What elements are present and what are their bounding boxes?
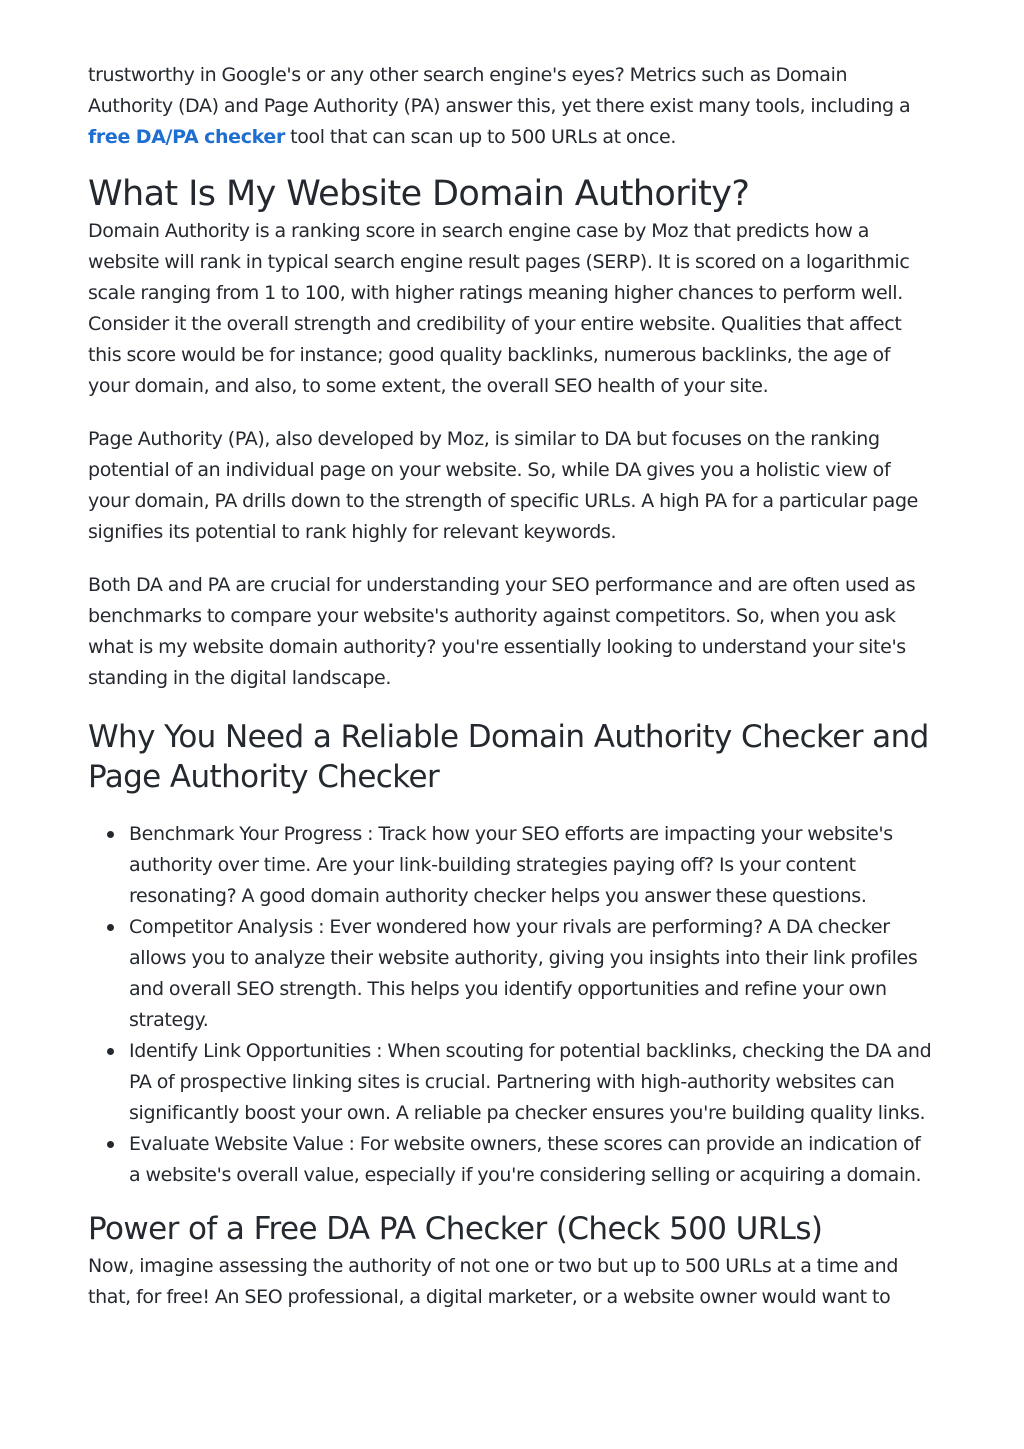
page-authority-paragraph: Page Authority (PA), also developed by Moz, is similar to DA but focuses on the ranking potential of an individual page on your website. So, while DA gives you a holistic view of your domain, PA drills down to the strength of specific URLs. A high PA for a particular page signifies its potential to rank highly for relevant keywords.: [88, 428, 919, 543]
list-item: [88, 1036, 936, 1129]
bullet-icon: [107, 1048, 114, 1055]
list-item-text: Evaluate Website Value : For website owners, these scores can provide an indication of a website's overall value, especially if you're considering selling or acquiring a domain.: [129, 1133, 922, 1186]
intro-line-2: Authority (DA) and Page Authority (PA) answer this, yet there exist many tools, including a: [88, 95, 911, 117]
list-item-text: Competitor Analysis : Ever wondered how your rivals are performing? A DA checker allows you to analyze their website authority, giving you insights into their link profiles and overall SEO strength. This helps you identify opportunities and refine your own strategy.: [129, 916, 918, 1031]
intro-line-3: tool that can scan up to 500 URLs at once.: [284, 126, 677, 148]
list-item-text: Benchmark Your Progress : Track how your SEO efforts are impacting your website's authority over time. Are your link-building strategies paying off? Is your content resonating? A good domain authority checker helps you answer these questions.: [129, 823, 893, 907]
list-item-text: Identify Link Opportunities : When scouting for potential backlinks, checking the DA and PA of prospective linking sites is crucial. Partnering with high-authority websites can significantly boost your own. A reliable pa checker ensures you're building quality links.: [129, 1040, 932, 1124]
free-da-pa-checker-link[interactable]: free DA/PA checker: [88, 126, 285, 148]
list-item: [88, 819, 936, 912]
document-page: [88, 60, 936, 1313]
benefits-list: [88, 819, 936, 1191]
bullet-icon: [107, 831, 114, 838]
bullet-icon: [107, 924, 114, 931]
list-item: [88, 912, 936, 1036]
section-heading-free-checker: Power of a Free DA PA Checker (Check 500 URLs): [88, 1211, 823, 1247]
da-pa-importance-paragraph: Both DA and PA are crucial for understanding your SEO performance and are often used as benchmarks to compare your website's authority against competitors. So, when you ask what is my website domain authority? you're essentially looking to understand your site's standing in the digital landscape.: [88, 574, 916, 689]
bullet-icon: [107, 1141, 114, 1148]
free-checker-paragraph: Now, imagine assessing the authority of not one or two but up to 500 URLs at a time and that, for free! An SEO professional, a digital marketer, or a website owner would want to: [88, 1255, 899, 1308]
intro-paragraph: [88, 60, 936, 153]
section-heading-domain-authority: What Is My Website Domain Authority?: [88, 174, 750, 214]
list-item: [88, 1129, 936, 1191]
intro-line-1: trustworthy in Google's or any other search engine's eyes? Metrics such as Domain: [88, 64, 848, 86]
domain-authority-paragraph: Domain Authority is a ranking score in search engine case by Moz that predicts how a website will rank in typical search engine result pages (SERP). It is scored on a logarithmic scale ranging from 1 to 100, with higher ratings meaning higher chances to perform well. Consider it the overall strength and credibility of your entire website. Qualities that affect this score would be for instance; good quality backlinks, numerous backlinks, the age of your domain, and also, to some extent, the overall SEO health of your site.: [88, 220, 910, 397]
section-heading-why-checker: Why You Need a Reliable Domain Authority Checker and Page Authority Checker: [88, 719, 929, 795]
